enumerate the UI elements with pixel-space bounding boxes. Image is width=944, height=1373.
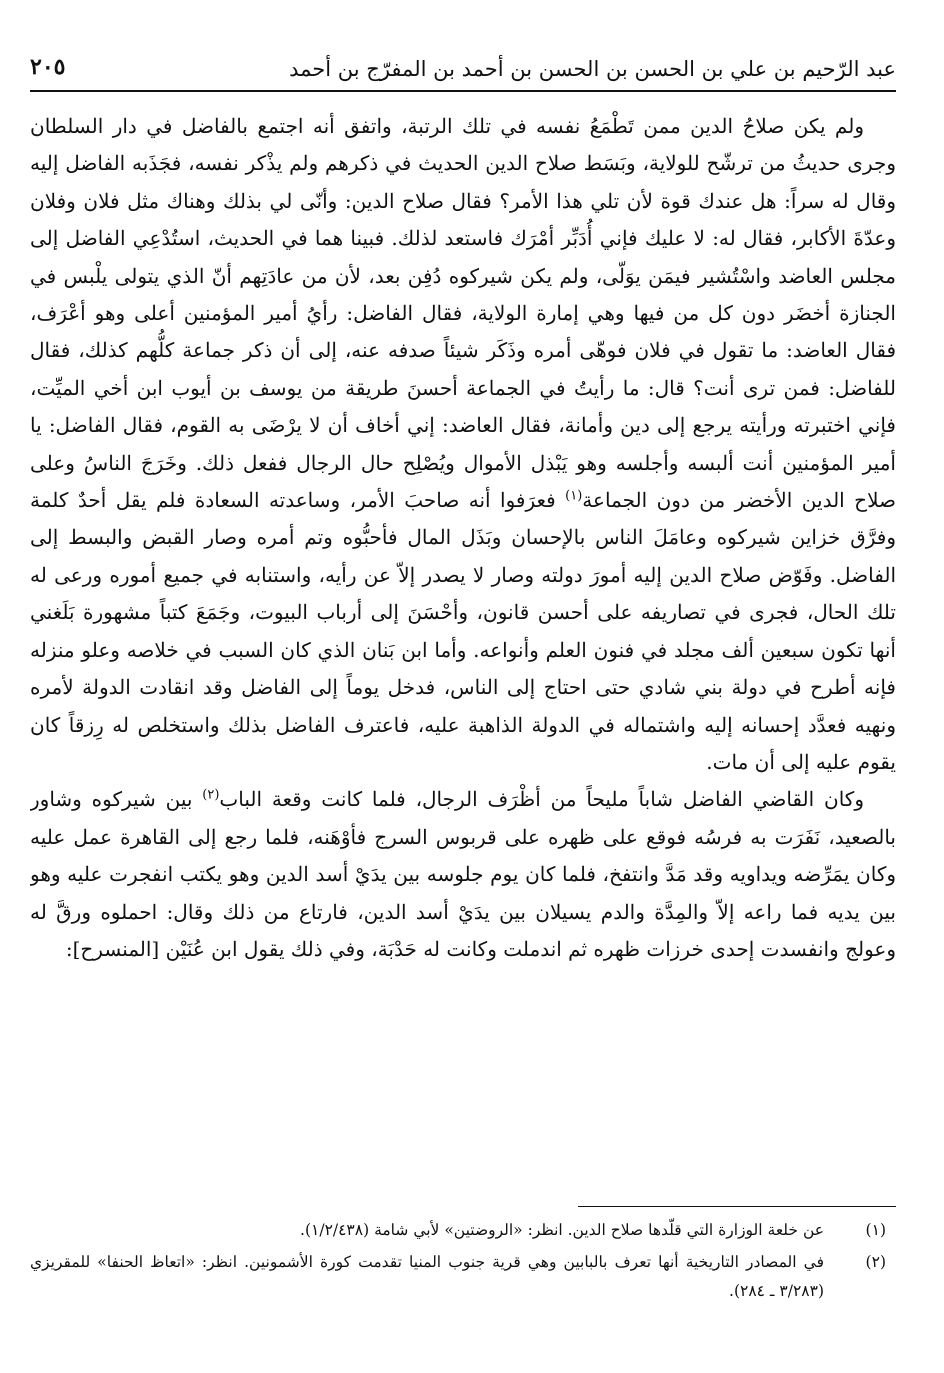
footnote-text: عن خلعة الوزارة التي قلّدها صلاح الدين. انظر: «الروضتين» لأبي شامة (١/٢/٤٣٨). (300, 1221, 824, 1239)
main-text (30, 108, 896, 1190)
footnote-divider (578, 1206, 896, 1207)
paragraph-1-text-a: ولم يكن صلاحُ الدين ممن تَطْمَعُ نفسه في تلك الرتبة، واتفق أنه اجتمع بالفاضل في دار السلطان وجرى حديثُ من ترشّح للولاية، وبَسَط صلاح الدين الحديث في ذكرهم ولم يذْكر نفسه، فجَذَبه الفاضل إليه وقال له سراً: هل عندك قوة لأن تلي هذا الأمر؟ فقال صلاح الدين: وأنّى لي بذلك وهناك مثل فلان وفلان وعدّةَ الأكابر، فقال له: لا عليك فإني أُدَبِّر أمْرَك فاستعد لذلك. فبينا هما في الحديث، استُدْعِي الفاضل إلى مجلس العاضد واسْتُشير فيمَن يوَلّى، ولم يكن شيركوه دُفِن بعد، لأن من عادَتِهم أنّ الذي يتولى يلْبس في الجنازة أخضَر دون كل من فيها وهي إمارة الولاية، فقال الفاضل: رأيُ أمير المؤمنين أعلى وهو أعْرَف، فقال العاضد: ما تقول في فلان فوهّى أمره وذَكَر شيئاً صدفه عنه، إلى أن ذكر جماعة كلُّهم كذلك، فقال للفاضل: فمن ترى أنت؟ قال: ما رأيتُ في الجماعة أحسنَ طريقة من يوسف بن أيوب ابن أخي الميِّت، فإني اختبرته ورأيته يرجع إلى دين وأمانة، فقال العاضد: إني أخاف أن لا يرْضَى به القوم، فقال الفاضل: يا أمير المؤمنين أنت ألبسه وأجلسه وهو يَبْذل الأموال ويُصْلِح حال الرجال ففعل ذلك. وخَرَجَ الناسُ وعلى صلاح الدين الأخضر من دون الجماعة (30, 114, 896, 513)
footnote-number: (٢) (865, 1253, 886, 1271)
footnote-number: (١) (865, 1221, 886, 1239)
paragraph-1 (30, 108, 896, 781)
footnote-text: في المصادر التاريخية أنها تعرف بالبابين وهي قرية جنوب المنيا تقدمت كورة الأشمونين. انظر: «اتعاظ الحنفا» للمقريزي (٣/٢٨٣ ـ ٢٨٤). (30, 1253, 824, 1300)
paragraph-2-text-a: وكان القاضي الفاضل شاباً مليحاً من أظْرَف الرجال، فلما كانت وقعة الباب (219, 787, 864, 812)
footnote-ref-1[interactable]: (١) (565, 488, 583, 504)
footnote-2 (30, 1248, 896, 1306)
footnote-1 (30, 1216, 896, 1245)
footnote-ref-2[interactable]: (٢) (202, 787, 220, 803)
paragraph-2 (30, 781, 896, 968)
page-header (30, 50, 896, 92)
footnotes (30, 1216, 896, 1326)
paragraph-1-text-b: فعرَفوا أنه صاحبَ الأمر، وساعدته السعادة فلم يقل أحدٌ كلمة وفرَّق خزاين شيركوه وعامَلَ الناس بالإحسان وبَذَل المال فأحبُّوه وتم أمره وصار القبض والبسط إلى الفاضل. وفَوّض صلاح الدين إليه أمورَ دولته وصار لا يصدر إلاّ عن رأيه، واستنابه في جميع أموره ورعى له تلك الحال، فجرى في تصاريفه على أحسن قانون، وأحْسَنَ إلى أرباب البيوت، وجَمَعَ كتباً مشهورة بَلَغني أنها تكون سبعين ألف مجلد في فنون العلم وأنواعه. وأما ابن بَنان الذي كان السبب في خلاصه وعلو منزله فإنه أطرح في دولة بني شادي حتى احتاج إلى الناس، فدخل يوماً إلى الفاضل وقد انقادت الدولة لأمره ونهيه فعدَّد إحسانه إليه واشتماله في الدولة الذاهبة عليه، فاعترف الفاضل بذلك واستخلص له رِزقاً كان يقوم عليه إلى أن مات. (30, 488, 896, 774)
running-head: عبد الرّحيم بن علي بن الحسن بن الحسن بن أحمد بن المفرّج بن أحمد (289, 57, 896, 81)
paragraph-2-text-b: بين شيركوه وشاور بالصعيد، نَفَرَت به فرسُه فوقع على ظهره على قربوس السرج فأوْهَنه، فلما رجع إلى القاهرة عمل عليه وكان يمَرِّضه ويداويه وقد مَدَّ وانتفخ، فلما كان يوم جلوسه بين يدَيْ أسد الدين وهو يكتب انفجرت عليه وهو بين يديه فما راعه إلاّ والمِدَّة والدم يسيلان بين يدَيْ أسد الدين، فارتاع من ذلك وقال: احملوه ورقَّ له وعولج وانفسدت إحدى خرزات ظهره ثم اندملت وكانت له حَدْبَة، وفي ذلك يقول ابن عُنَيْن [المنسرح]: (30, 787, 896, 961)
page-number: ٢٠٥ (30, 54, 66, 80)
